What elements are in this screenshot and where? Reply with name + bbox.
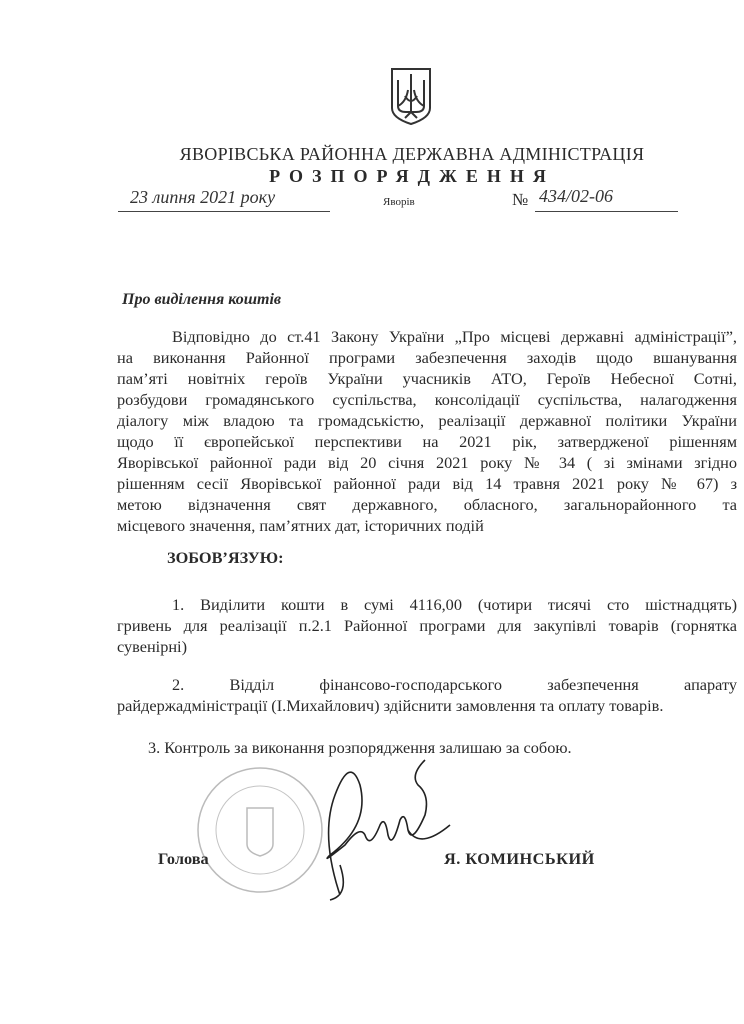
signatory-position: Голова bbox=[158, 849, 209, 868]
document-title: Про виділення коштів bbox=[122, 291, 282, 308]
text-line: рішенням сесії Яворівської районної ради від 14 травня 2021 року № 67) з bbox=[117, 474, 737, 493]
text-line: пам’яті новітніх героїв України учасників АТО, Героїв Небесної Сотні, bbox=[117, 369, 737, 388]
text-line: на виконання Районної програми забезпечення заходів щодо вшанування bbox=[117, 348, 737, 367]
document-type: РОЗПОРЯДЖЕННЯ bbox=[269, 166, 555, 186]
item-3: 3. Контроль за виконання розпорядження залишаю за собою. bbox=[148, 738, 572, 757]
place: Яворів bbox=[383, 196, 415, 208]
number-handwritten: 434/02-06 bbox=[539, 186, 613, 206]
text-line: діалогу між владою та громадськістю, реалізації державної політики України bbox=[117, 411, 737, 430]
date-field bbox=[118, 187, 330, 212]
trident-emblem-icon bbox=[388, 66, 434, 126]
date-handwritten: 23 липня 2021 року bbox=[130, 187, 276, 207]
text-line: 2. Відділ фінансово-господарського забезпечення апарату bbox=[172, 675, 737, 694]
directive-heading: ЗОБОВ’ЯЗУЮ: bbox=[167, 548, 284, 567]
text-line: сувенірні) bbox=[117, 637, 188, 656]
number-label: № bbox=[512, 190, 529, 209]
text-line: щодо її європейської перспективи на 2021 рік, затвердженої рішенням bbox=[117, 432, 737, 451]
text-line: 1. Виділити кошти в сумі 4116,00 (чотири тисячі сто шістнадцять) bbox=[172, 595, 737, 614]
signature bbox=[300, 755, 460, 905]
number-field bbox=[535, 186, 678, 212]
text-line: місцевого значення, пам’ятних дат, історичних подій bbox=[117, 516, 484, 535]
text-line: райдержадміністрації (І.Михайлович) здійснити замовлення та оплату товарів. bbox=[117, 696, 664, 715]
text-line: Яворівської районної ради від 20 січня 2021 року № 34 ( зі змінами згідно bbox=[117, 453, 737, 472]
text-line: розбудови громадянського суспільства, консолідації суспільства, налагодження bbox=[117, 390, 737, 409]
text-line: гривень для реалізації п.2.1 Районної програми для закупівлі товарів (горнятка bbox=[117, 616, 737, 635]
signatory-name: Я. КОМИНСЬКИЙ bbox=[444, 849, 595, 868]
text-line: Відповідно до ст.41 Закону України „Про місцеві державні адміністрації”, bbox=[172, 327, 737, 346]
text-line: метою відзначення свят державного, обласного, загальнорайонного та bbox=[117, 495, 737, 514]
organization-name: ЯВОРІВСЬКА РАЙОННА ДЕРЖАВНА АДМІНІСТРАЦІЯ bbox=[179, 144, 645, 164]
